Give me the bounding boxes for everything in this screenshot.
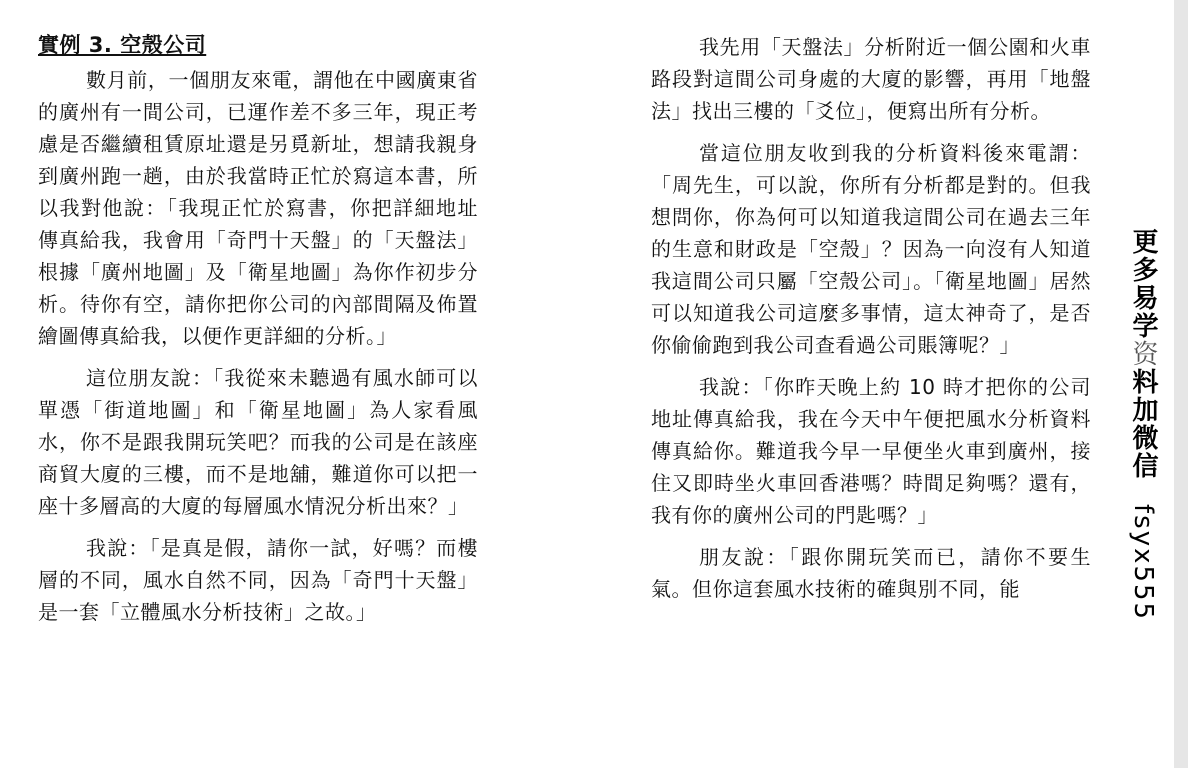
right-paragraph-4: 朋友說：「跟你開玩笑而已，請你不要生氣。但你這套風水技術的確與別不同，能 — [651, 545, 1091, 601]
example-title: 實例 3. 空殼公司 — [38, 33, 207, 57]
left-paragraph-2: 這位朋友說：「我從來未聽過有風水師可以單憑「街道地圖」和「衛星地圖」為人家看風水，你不是跟我開玩笑吧？而我的公司是在該座商貿大廈的三樓，而不是地舖，難道你可以把一座十多層高的大廈的每層風水情況分析出來？」 — [38, 366, 478, 518]
page-edge — [1174, 0, 1188, 768]
left-column — [38, 30, 478, 638]
right-paragraph-3: 我說：「你昨天晚上約 10 時才把你的公司地址傳真給我，我在今天中午便把風水分析資料傳真給你。難道我今早一早便坐火車到廣州，接住又即時坐火車回香港嗎？時間足夠嗎？還有，我有你的廣州公司的門匙嗎？」 — [651, 375, 1091, 527]
right-paragraph-2: 當這位朋友收到我的分析資料後來電謂：「周先生，可以說，你所有分析都是對的。但我想問你，你為何可以知道我這間公司在過去三年的生意和財政是「空殼」？因為一向沒有人知道我這間公司只屬「空殼公司」。「衛星地圖」居然可以知道我公司這麼多事情，這太神奇了，是否你偷偷跑到我公司查看過公司賬簿呢？」 — [651, 141, 1091, 357]
banner-id: fsyx555 — [1128, 504, 1158, 622]
left-paragraph-3: 我說：「是真是假，請你一試，好嗎？而樓層的不同，風水自然不同，因為「奇門十天盤」是一套「立體風水分析技術」之故。」 — [38, 536, 478, 624]
right-paragraph-1: 我先用「天盤法」分析附近一個公園和火車路段對這間公司身處的大廈的影響，再用「地盤法」找出三樓的「爻位」，便寫出所有分析。 — [651, 35, 1091, 123]
banner-text-part1: 更多易学 — [1128, 228, 1158, 340]
banner-text-part2: 资 — [1128, 340, 1158, 368]
vertical-watermark-banner — [1125, 228, 1162, 621]
left-paragraph-1: 數月前，一個朋友來電，謂他在中國廣東省的廣州有一間公司，已運作差不多三年，現正考慮是否繼續租賃原址還是另覓新址，想請我親身到廣州跑一趟，由於我當時正忙於寫這本書，所以我對他說：「我現正忙於寫書，你把詳細地址傳真給我，我會用「奇門十天盤」的「天盤法」根據「廣州地圖」及「衛星地圖」為你作初步分析。待你有空，請你把你公司的內部間隔及佈置繪圖傳真給我，以便作更詳細的分析。」 — [38, 68, 478, 348]
right-column — [651, 31, 1091, 615]
banner-text-part3: 料加微信 — [1128, 368, 1158, 480]
